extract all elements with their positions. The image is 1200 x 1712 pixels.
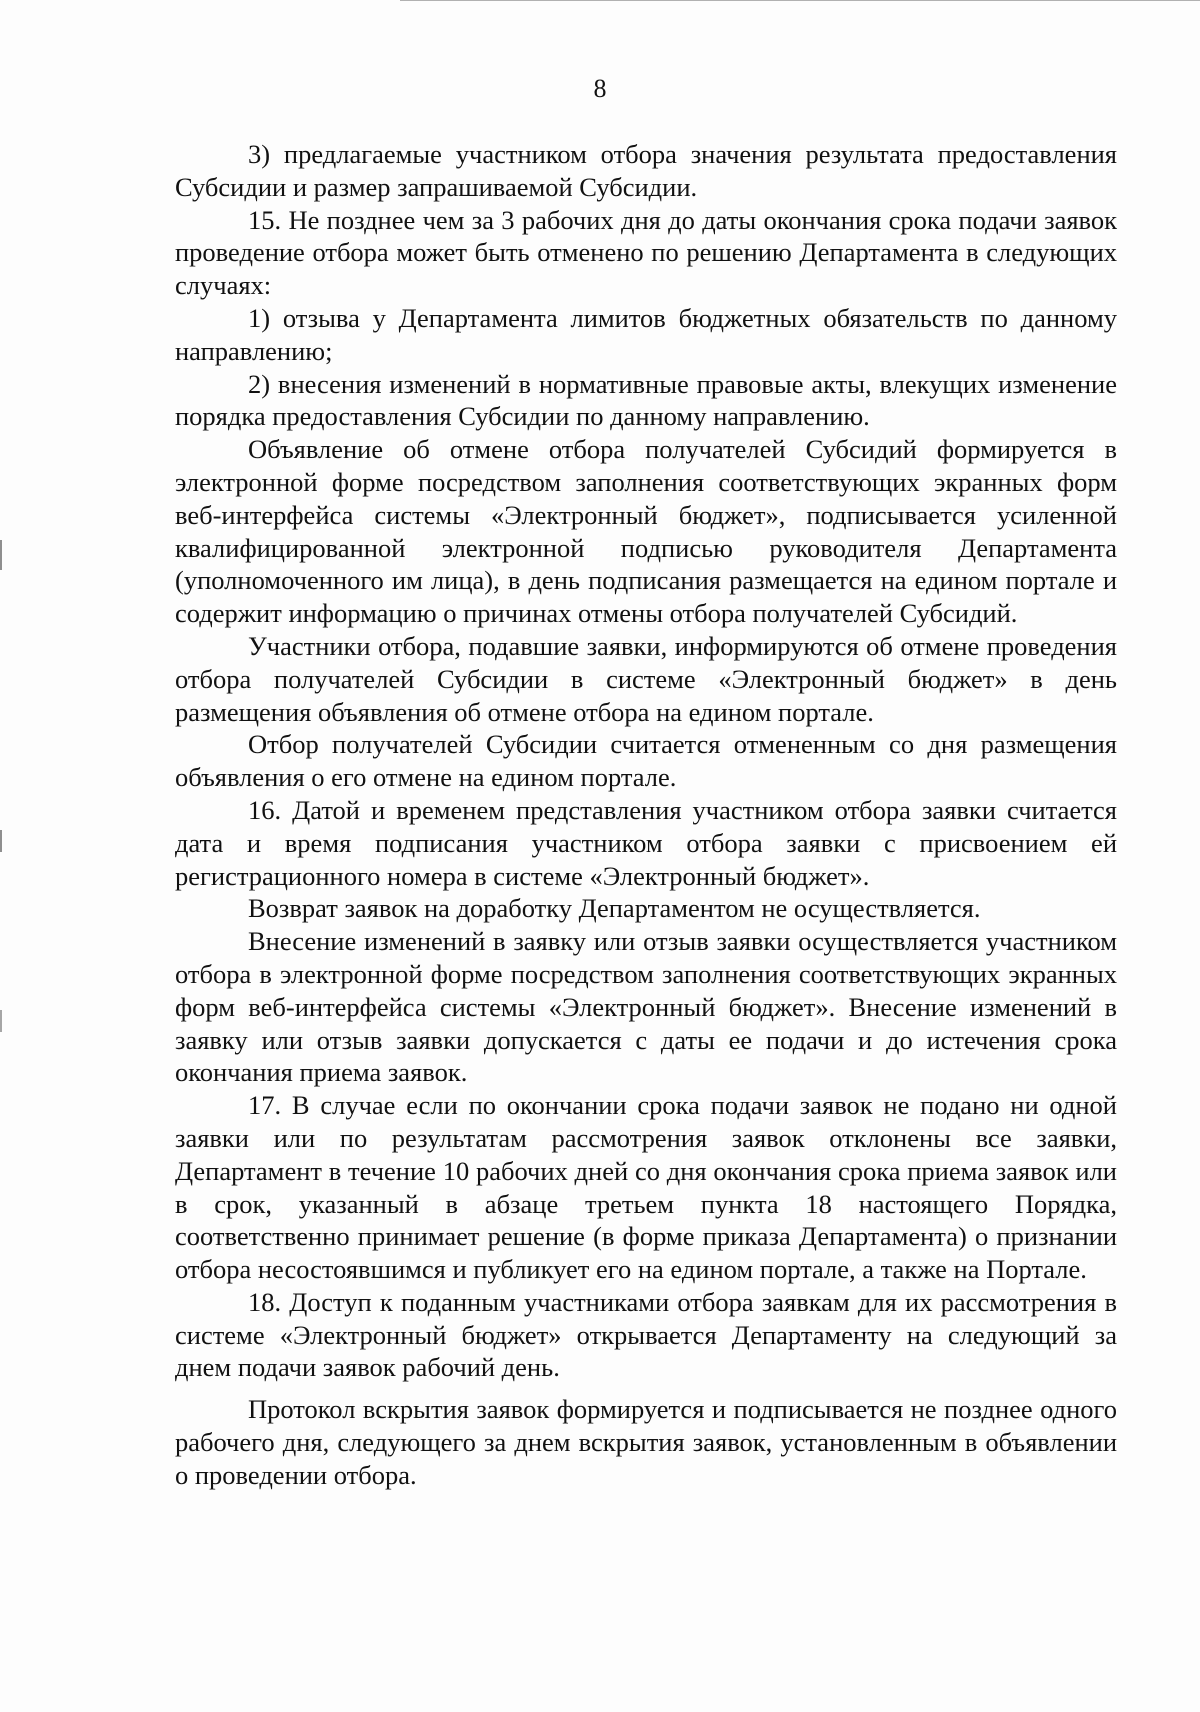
paragraph-participants-informed: Участники отбора, подавшие заявки, информируются об отмене проведения отбора получателей Субсидии в системе «Электронный бюджет» в день размещения объявления об отмене отбора на едином портале.: [175, 630, 1117, 727]
paragraph-changes-withdrawal: Внесение изменений в заявку или отзыв заявки осуществляется участником отбора в электронной форме посредством заполнения соответствующих экранных форм веб-интерфейса системы «Электронный бюджет». Внесение изменений в заявку или отзыв заявки допускается с даты ее подачи и до истечения срока окончания приема заявок.: [175, 926, 1117, 1088]
scan-edge-mark: [400, 0, 1200, 1]
scan-edge-mark: [0, 1010, 2, 1032]
paragraph-selection-cancelled: Отбор получателей Субсидии считается отмененным со дня размещения объявления о его отмене на едином портале.: [175, 729, 1117, 793]
paragraph-item-2: 2) внесения изменений в нормативные правовые акты, влекущих изменение порядка предоставления Субсидии по данному направлению.: [175, 368, 1117, 432]
paragraph-clause-17: 17. В случае если по окончании срока подачи заявок не подано ни одной заявки или по результатам рассмотрения заявок отклонены все заявки, Департамент в течение 10 рабочих дней со дня окончания срока приема заявок или в срок, указанный в абзаце третьем пункта 18 настоящего Порядка, соответственно принимает решение (в форме приказа Департамента) о признании отбора несостоявшимся и публикует его на едином портале, а также на Портале.: [175, 1090, 1117, 1285]
paragraph-protocol: Протокол вскрытия заявок формируется и подписывается не позднее одного рабочего дня, следующего за днем вскрытия заявок, установленным в объявлении о проведении отбора.: [175, 1394, 1117, 1490]
paragraph-clause-15: 15. Не позднее чем за 3 рабочих дня до даты окончания срока подачи заявок проведение отбора может быть отменено по решению Департамента в следующих случаях:: [175, 204, 1117, 301]
paragraph-item-1: 1) отзыва у Департамента лимитов бюджетных обязательств по данному направлению;: [175, 302, 1117, 366]
scan-edge-mark: [0, 830, 2, 852]
paragraph-clause-18: 18. Доступ к поданным участниками отбора заявкам для их рассмотрения в системе «Электронный бюджет» открывается Департаменту на следующий за днем подачи заявок рабочий день.: [175, 1286, 1117, 1383]
paragraph-cancel-announcement: Объявление об отмене отбора получателей Субсидий формируется в электронной форме посредством заполнения соответствующих экранных форм веб-интерфейса системы «Электронный бюджет», подписывается усиленной квалифицированной электронной подписью руководителя Департамента (уполномоченного им лица), в день подписания размещается на едином портале и содержит информацию о причинах отмены отбора получателей Субсидий.: [175, 434, 1117, 629]
paragraph-no-return: Возврат заявок на доработку Департаментом не осуществляется.: [248, 893, 981, 924]
paragraph-clause-16: 16. Датой и временем представления участником отбора заявки считается дата и время подписания участником отбора заявки с присвоением ей регистрационного номера в системе «Электронный бюджет».: [175, 794, 1117, 891]
page-number: 8: [593, 74, 607, 103]
document-body: [175, 138, 1117, 1492]
paragraph-item-3: 3) предлагаемые участником отбора значения результата предоставления Субсидии и размер запрашиваемой Субсидии.: [175, 139, 1117, 202]
scan-edge-mark: [0, 540, 2, 570]
